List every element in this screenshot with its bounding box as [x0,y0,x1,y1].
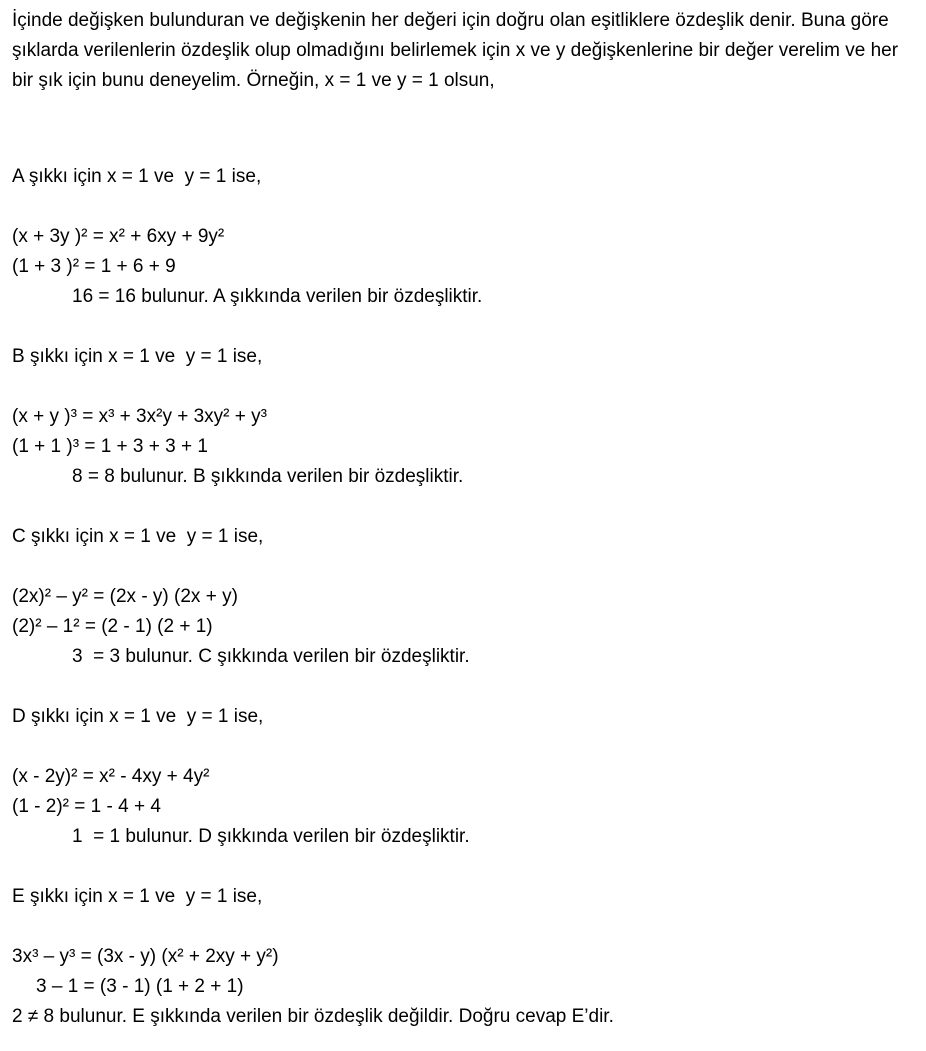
option-a-substitution: (1 + 3 )² = 1 + 6 + 9 [12,256,176,277]
option-e-identity: 3x³ – y³ = (3x - y) (x² + 2xy + y²) [12,946,279,967]
option-e-substitution: 3 – 1 = (3 - 1) (1 + 2 + 1) [36,976,244,997]
option-a-result: 16 = 16 bulunur. A şıkkında verilen bir özdeşliktir. [72,286,483,307]
option-c-result: 3 = 3 bulunur. C şıkkında verilen bir özdeşliktir. [72,646,470,667]
option-e-heading: E şıkkı için x = 1 ve y = 1 ise, [12,886,263,907]
option-a-identity: (x + 3y )² = x² + 6xy + 9y² [12,226,225,247]
option-b-result: 8 = 8 bulunur. B şıkkında verilen bir özdeşliktir. [72,466,464,487]
option-c-substitution: (2)² – 1² = (2 - 1) (2 + 1) [12,616,213,637]
option-d-heading: D şıkkı için x = 1 ve y = 1 ise, [12,706,264,727]
option-d-identity: (x - 2y)² = x² - 4xy + 4y² [12,766,210,787]
option-a-heading: A şıkkı için x = 1 ve y = 1 ise, [12,166,262,187]
option-e-result: 2 ≠ 8 bulunur. E şıkkında verilen bir özdeşlik değildir. Doğru cevap E’dir. [12,1006,614,1027]
option-b-heading: B şıkkı için x = 1 ve y = 1 ise, [12,346,263,367]
option-d-substitution: (1 - 2)² = 1 - 4 + 4 [12,796,161,817]
option-b-substitution: (1 + 1 )³ = 1 + 3 + 3 + 1 [12,436,208,457]
option-d-result: 1 = 1 bulunur. D şıkkında verilen bir özdeşliktir. [72,826,470,847]
option-c-identity: (2x)² – y² = (2x - y) (2x + y) [12,586,238,607]
option-c-heading: C şıkkı için x = 1 ve y = 1 ise, [12,526,264,547]
option-b-identity: (x + y )³ = x³ + 3x²y + 3xy² + y³ [12,406,267,427]
intro-text: İçinde değişken bulunduran ve değişkenin her değeri için doğru olan eşitliklere özdeşlik denir. Buna göre şıklarda verilenlerin özdeşlik olup olmadığını belirlemek için x ve y değişkenlerine bir değer verelim ve her bir şık için bunu deneyelim. Örneğin, x = 1 ve y = 1 olsun, [12,10,899,91]
intro-paragraph [12,6,918,96]
